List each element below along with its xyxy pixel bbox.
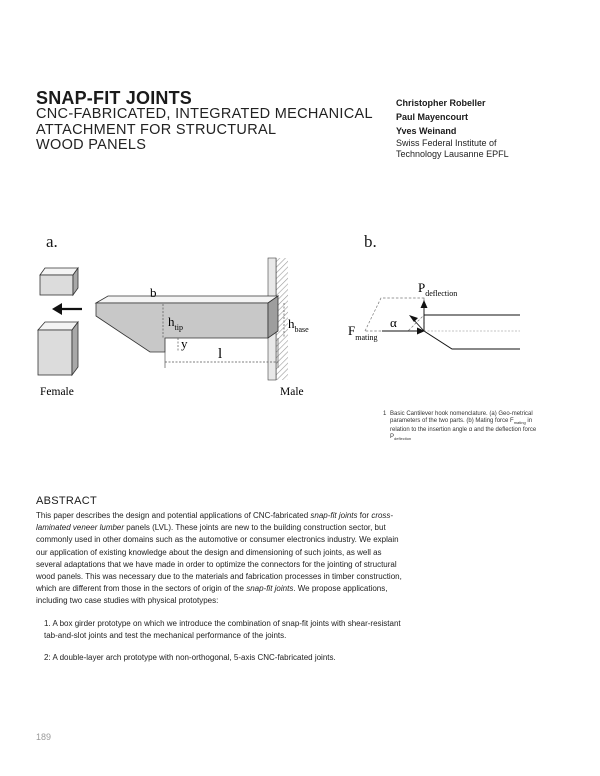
affiliation-line: Swiss Federal Institute of: [396, 138, 497, 148]
page-number: 189: [36, 732, 52, 742]
snap-fit-figure: [0, 225, 600, 410]
author-name: Yves Weinand: [396, 126, 457, 136]
figure-caption: [383, 411, 553, 443]
label-male: Male: [280, 386, 304, 398]
paper-title: SNAP-FIT JOINTS: [36, 88, 193, 108]
caption-text: Basic Cantilever hook nomenclature. (a) Geo-metrical parameters of the two parts. (b) Mating force $F_{mating}$ in relation to the insertion angle α and the deflection force $P_{deflection}$: [390, 411, 537, 442]
list-item: 1. A box girder prototype on which we introduce the combination of snap-fit joints with shear-resistant tab-and-slot joints and test the mechanical performance of the joints.: [44, 619, 401, 641]
figure-label-b: b.: [364, 232, 377, 251]
figure-label-a: a.: [46, 232, 58, 251]
label-f-mating: $F_{mating}$: [348, 323, 378, 342]
author-name: Christopher Robeller: [396, 98, 486, 108]
list-item: 2: A double-layer arch prototype with non-orthogonal, 5-axis CNC-fabricated joints.: [44, 653, 336, 662]
subtitle-line: CNC-FABRICATED, INTEGRATED MECHANICAL: [36, 106, 373, 122]
label-alpha: α: [390, 315, 397, 330]
insertion-arrow: [52, 303, 82, 315]
subtitle-line: ATTACHMENT FOR STRUCTURAL: [36, 121, 277, 138]
subtitle-line: WOOD PANELS: [36, 137, 147, 153]
force-diagram: [365, 298, 520, 349]
caption-number: 1: [383, 411, 387, 417]
female-part-upper: [40, 268, 78, 295]
label-l: l: [218, 346, 223, 362]
label-h-tip: $h_{tip}$: [168, 314, 183, 332]
abstract-heading: ABSTRACT: [36, 495, 98, 507]
label-p-deflection: $P_{deflection}$: [418, 280, 458, 298]
label-y: y: [181, 336, 188, 351]
label-h-base: $h_{base}$: [288, 316, 309, 334]
paper-subtitle: [36, 107, 386, 154]
author-block: [396, 96, 509, 160]
author-name: Paul Mayencourt: [396, 112, 469, 122]
affiliation-line: Technology Lausanne EPFL: [396, 149, 509, 159]
abstract-body: This paper describes the design and potential applications of CNC-fabricated snap-fit joints for cross-laminated veneer lumber panels (LVL). These joints are new to the building construction sector, but commonly used in other domains such as the automotive or consumer electronics industry. We explain our application of existing knowledge about the design and dimensioning of such joints, as well as several adaptations that we have made in order to optimize the connectors for the jointing of structural wood panels. This was necessary due to the materials and fabrication processes in timber construction, which are different from those in the sectors of origin of the snap-fit joints. We propose applications, including two case studies with physical prototypes:: [36, 511, 402, 606]
label-female: Female: [40, 386, 74, 398]
label-b: b: [150, 285, 157, 300]
female-part-lower: [38, 322, 78, 375]
